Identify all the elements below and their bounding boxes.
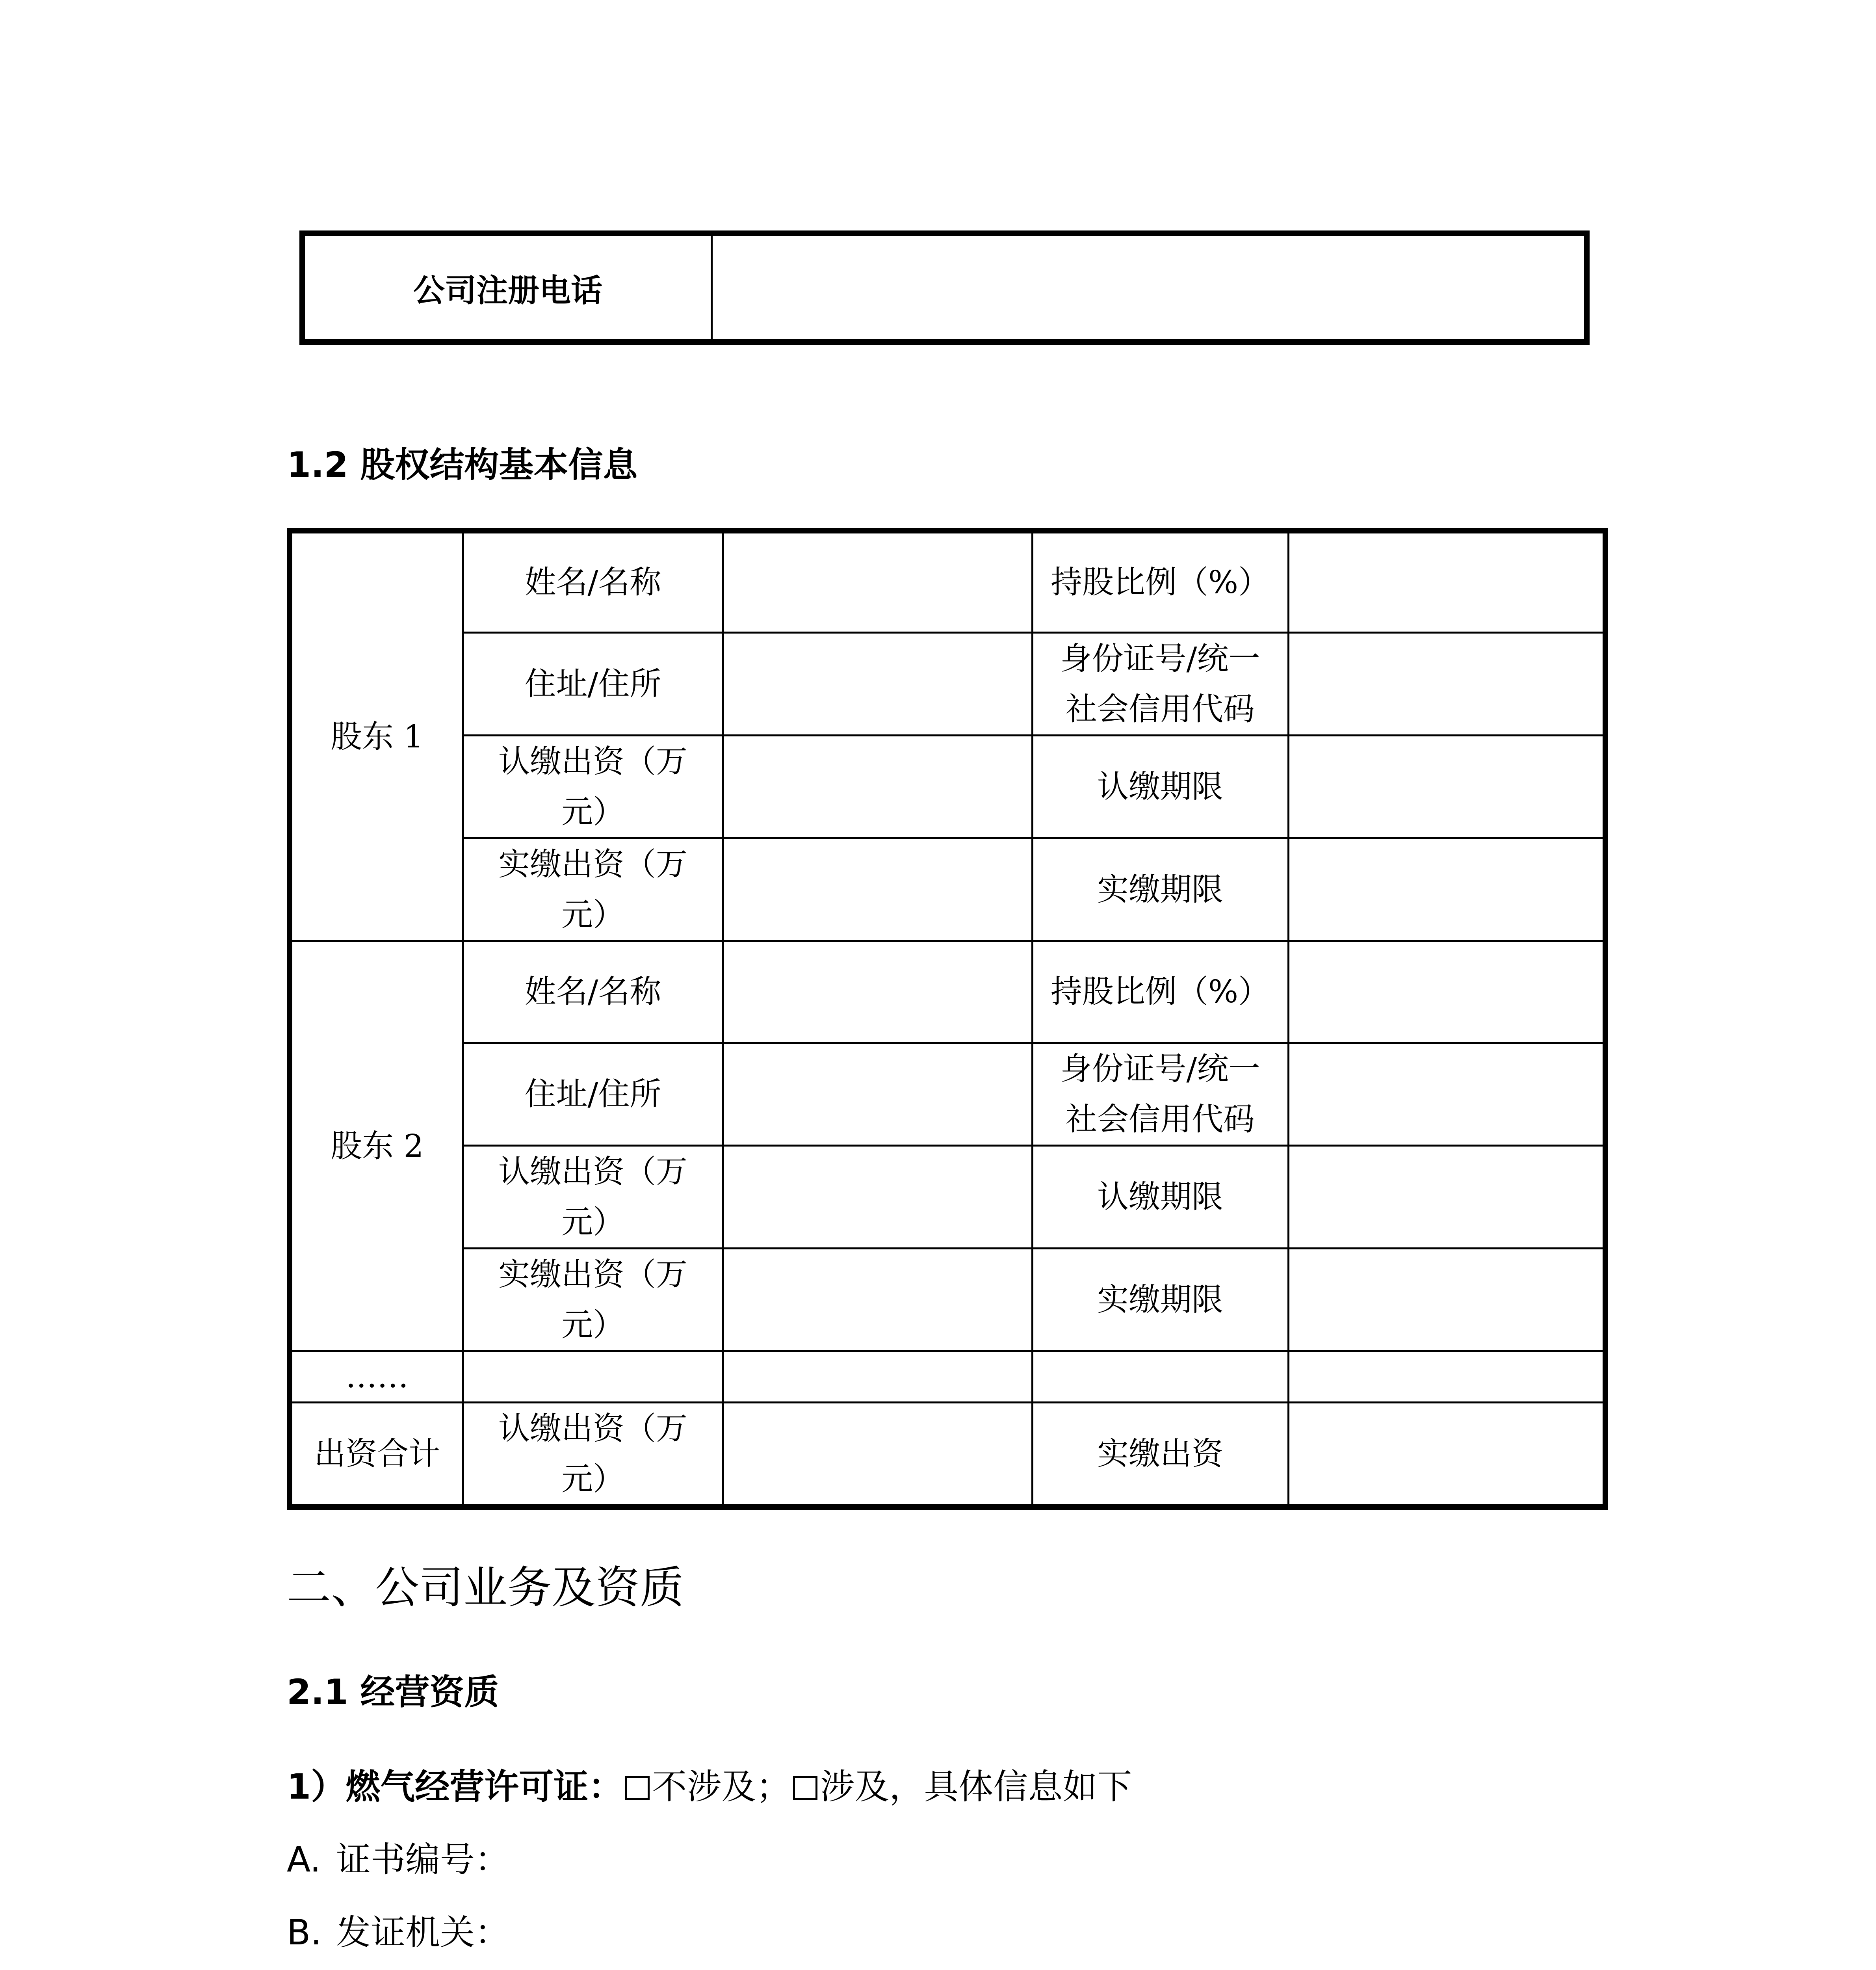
section-1-2-title: 1.2 股权结构基本信息 (287, 444, 638, 485)
shareholder-1-ratio-cell[interactable] (1288, 531, 1605, 632)
shareholder-2-paid-term-cell[interactable] (1288, 1248, 1605, 1351)
share-ratio-label: 持股比例（%） (1032, 941, 1288, 1043)
name-label: 姓名/名称 (463, 531, 723, 632)
paid-label: 实缴出资（万元） (463, 1248, 723, 1351)
total-paid-cell[interactable] (1288, 1402, 1605, 1507)
total-subscribed-cell[interactable] (723, 1402, 1032, 1507)
item-1-title: 燃气经营许可证： (345, 1766, 623, 1807)
section-2-title: 二、公司业务及资质 (287, 1562, 684, 1613)
shareholder-2-name-cell[interactable] (723, 941, 1032, 1043)
shareholder-2-address-cell[interactable] (723, 1043, 1032, 1145)
shareholder-1-subscribed-cell[interactable] (723, 735, 1032, 838)
table-row (290, 1145, 1605, 1248)
name-label: 姓名/名称 (463, 941, 723, 1043)
paid-term-label: 实缴期限 (1032, 838, 1288, 941)
equity-structure-table (287, 528, 1608, 1510)
subscribed-label: 认缴出资（万元） (463, 1402, 723, 1507)
address-label: 住址/住所 (463, 1043, 723, 1145)
shareholder-2-subscribe-term-cell[interactable] (1288, 1145, 1605, 1248)
shareholder-1-subscribe-term-cell[interactable] (1288, 735, 1605, 838)
item-1-heading (287, 1759, 1132, 1809)
shareholder-1-name-cell[interactable] (723, 531, 1032, 632)
item-1-prefix: 1） (287, 1766, 346, 1807)
field-prefix: B. (287, 1912, 322, 1953)
table-row (290, 838, 1605, 941)
address-label: 住址/住所 (463, 632, 723, 735)
field-line (287, 1905, 509, 1955)
empty-cell[interactable] (1032, 1351, 1288, 1402)
table-row (290, 735, 1605, 838)
ellipsis-label: …… (290, 1351, 463, 1402)
table-row (290, 531, 1605, 632)
field-prefix: A. (287, 1839, 321, 1880)
field-line (287, 1832, 509, 1882)
total-label: 出资合计 (290, 1402, 463, 1507)
table-row (290, 1248, 1605, 1351)
shareholder-2-paid-cell[interactable] (723, 1248, 1032, 1351)
shareholder-1-id-cell[interactable] (1288, 632, 1605, 735)
phone-value-cell[interactable] (712, 233, 1587, 342)
paid-total-label: 实缴出资 (1032, 1402, 1288, 1507)
table-row (290, 941, 1605, 1043)
subscribed-label: 认缴出资（万元） (463, 735, 723, 838)
table-row (302, 233, 1587, 342)
paid-label: 实缴出资（万元） (463, 838, 723, 941)
subscribed-label: 认缴出资（万元） (463, 1145, 723, 1248)
empty-cell[interactable] (1288, 1351, 1605, 1402)
shareholder-2-ratio-cell[interactable] (1288, 941, 1605, 1043)
certificate-number-label: 证书编号： (336, 1839, 510, 1880)
empty-cell[interactable] (463, 1351, 723, 1402)
table-row (290, 1402, 1605, 1507)
shareholder-1-paid-term-cell[interactable] (1288, 838, 1605, 941)
table-row (290, 632, 1605, 735)
table-row (290, 1351, 1605, 1402)
empty-cell[interactable] (723, 1351, 1032, 1402)
shareholder-2-subscribed-cell[interactable] (723, 1145, 1032, 1248)
id-code-label: 身份证号/统一社会信用代码 (1032, 632, 1288, 735)
id-code-label: 身份证号/统一社会信用代码 (1032, 1043, 1288, 1145)
shareholder-2-id-cell[interactable] (1288, 1043, 1605, 1145)
checkbox-involved[interactable] (793, 1776, 817, 1800)
subscribe-term-label: 认缴期限 (1032, 735, 1288, 838)
registration-table (299, 230, 1590, 345)
share-ratio-label: 持股比例（%） (1032, 531, 1288, 632)
section-2-1-title: 2.1 经营资质 (287, 1672, 499, 1712)
paid-term-label: 实缴期限 (1032, 1248, 1288, 1351)
checkbox-not-involved[interactable] (625, 1776, 650, 1800)
option-not-involved-label: 不涉及； (652, 1766, 791, 1807)
shareholder-1-paid-cell[interactable] (723, 838, 1032, 941)
subscribe-term-label: 认缴期限 (1032, 1145, 1288, 1248)
shareholder-1-label: 股东 1 (290, 531, 463, 941)
phone-label: 公司注册电话 (302, 233, 712, 342)
shareholder-2-label: 股东 2 (290, 941, 463, 1351)
option-involved-label: 涉及，具体信息如下 (820, 1766, 1132, 1807)
shareholder-1-address-cell[interactable] (723, 632, 1032, 735)
table-row (290, 1043, 1605, 1145)
issuing-authority-label: 发证机关： (336, 1912, 510, 1953)
